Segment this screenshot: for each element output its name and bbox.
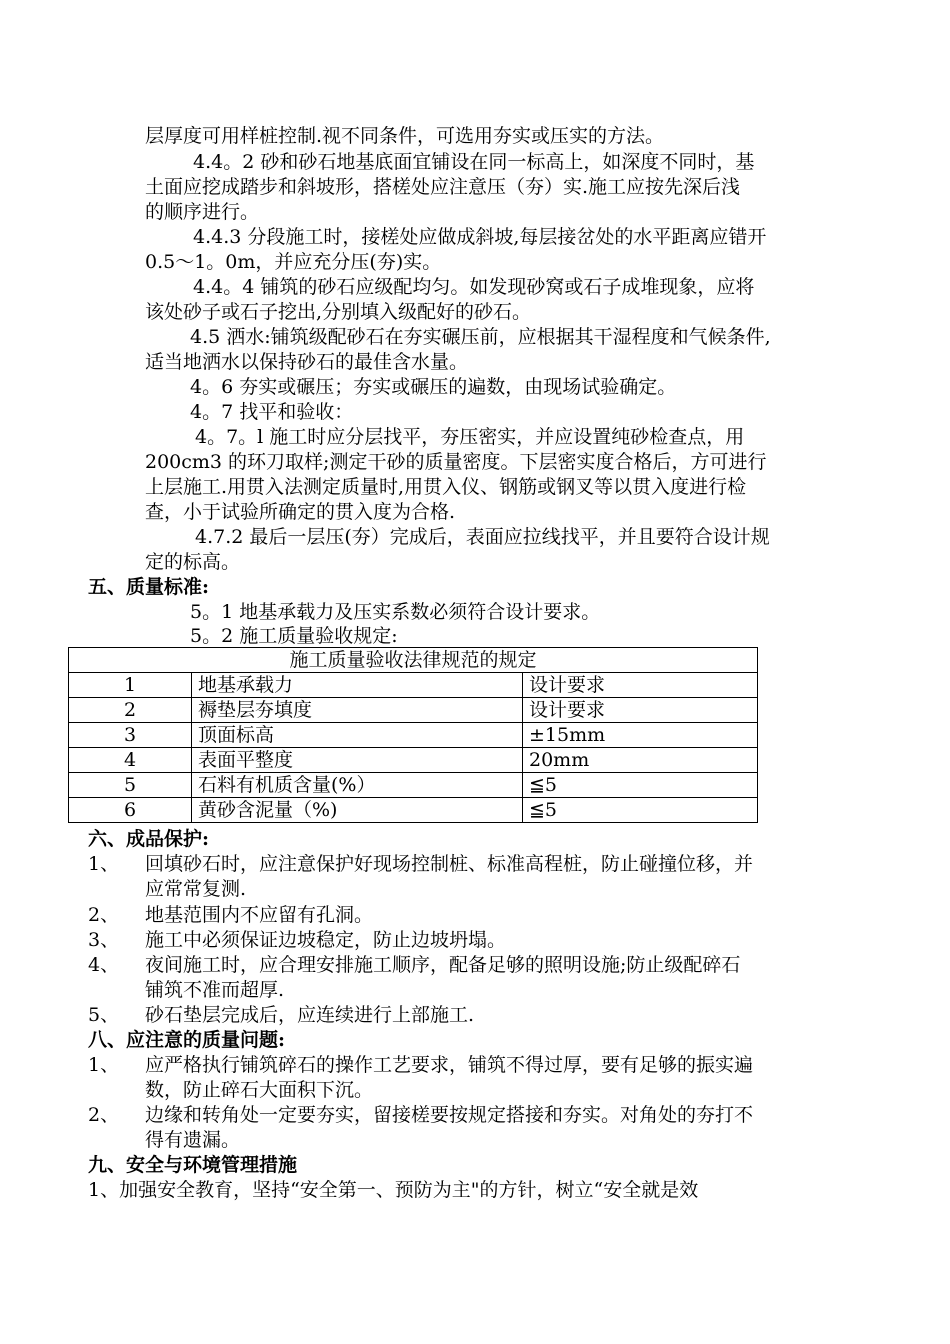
paragraph-line: 4。7。l 施工时应分层找平，夯压密实，并应设置纯砂检查点，用 [195,426,745,448]
paragraph-line: 的顺序进行。 [145,201,260,223]
table-cell-requirement: ≦5 [523,773,758,798]
list-item-line: 夜间施工时，应合理安排施工顺序，配备足够的照明设施;防止级配碎石 [145,954,741,976]
section-item: 5。1 地基承载力及压实系数必须符合设计要求。 [190,601,601,623]
table-cell-requirement: 设计要求 [523,698,758,723]
paragraph-line: 该处砂子或石子挖出,分别填入级配好的砂石。 [145,301,532,323]
table-cell-item: 顶面标高 [192,723,523,748]
table-cell-requirement: 设计要求 [523,673,758,698]
list-item-line: 砂石垫层完成后，应连续进行上部施工. [145,1004,475,1026]
section-heading: 九、安全与环境管理措施 [88,1154,298,1176]
paragraph-line: 4.4。2 砂和砂石地基底面宜铺设在同一标高上，如深度不同时，基 [193,151,755,173]
table-cell-index: 5 [69,773,192,798]
list-number: 1、 [88,1054,120,1076]
list-number: 1、 [88,853,120,875]
paragraph-line: 4。7 找平和验收： [190,401,354,423]
paragraph-line: 4.4.3 分段施工时，接槎处应做成斜坡,每层接岔处的水平距离应错开 [193,226,767,248]
quality-acceptance-table [68,647,758,823]
section-heading: 六、成品保护: [88,828,210,850]
table-row [69,748,758,773]
table-row [69,773,758,798]
paragraph-line: 4.4。4 铺筑的砂石应级配均匀。如发现砂窝或石子成堆现象，应将 [193,276,755,298]
section-heading: 五、质量标准: [88,576,210,598]
table-cell-item: 表面平整度 [192,748,523,773]
table-cell-item: 黄砂含泥量（%) [192,798,523,823]
list-number: 4、 [88,954,120,976]
list-number: 2、 [88,904,120,926]
list-number: 5、 [88,1004,120,1026]
list-item-line: 数，防止碎石大面积下沉。 [145,1079,374,1101]
list-number: 3、 [88,929,120,951]
list-number: 2、 [88,1104,120,1126]
paragraph-line: 适当地洒水以保持砂石的最佳含水量。 [145,351,469,373]
paragraph-line: 查，小于试验所确定的贯入度为合格. [145,501,456,523]
paragraph-line: 1、加强安全教育，坚持“安全第一、预防为主"的方针，树立“安全就是效 [88,1179,699,1201]
list-item-line: 铺筑不准而超厚. [145,979,285,1001]
table-row [69,673,758,698]
list-item-line: 回填砂石时，应注意保护好现场控制桩、标准高程桩，防止碰撞位移，并 [145,853,754,875]
paragraph-line: 200cm3 的环刀取样;测定干砂的质量密度。下层密实度合格后，方可进行 [145,451,767,473]
section-heading: 八、应注意的质量问题: [88,1029,286,1051]
table-row [69,723,758,748]
paragraph-line: 层厚度可用样桩控制.视不同条件，可选用夯实或压实的方法。 [145,125,665,147]
list-item-line: 应常常复测. [145,878,247,900]
section-item: 5。2 施工质量验收规定: [190,625,398,647]
table-cell-index: 3 [69,723,192,748]
table-cell-index: 6 [69,798,192,823]
table-cell-requirement: 20mm [523,748,758,773]
table-caption: 施工质量验收法律规范的规定 [69,648,758,673]
table-row [69,798,758,823]
paragraph-line: 土面应挖成踏步和斜坡形，搭槎处应注意压（夯）实.施工应按先深后浅 [145,176,741,198]
paragraph-line: 上层施工.用贯入法测定质量时,用贯入仪、钢筋或钢叉等以贯入度进行检 [145,476,747,498]
paragraph-line: 4。6 夯实或碾压；夯实或碾压的遍数，由现场试验确定。 [190,376,677,398]
list-item-line: 地基范围内不应留有孔洞。 [145,904,374,926]
paragraph-line: 4.5 洒水:铺筑级配砂石在夯实碾压前，应根据其干湿程度和气候条件, [190,326,771,348]
table-cell-index: 4 [69,748,192,773]
list-item-line: 得有遗漏。 [145,1129,241,1151]
table-cell-item: 地基承载力 [192,673,523,698]
table-cell-index: 2 [69,698,192,723]
paragraph-line: 0.5～1。0m，并应充分压(夯)实。 [145,251,442,273]
list-item-line: 应严格执行铺筑碎石的操作工艺要求，铺筑不得过厚，要有足够的振实遍 [145,1054,754,1076]
table-cell-requirement: ±15mm [523,723,758,748]
table-cell-requirement: ≦5 [523,798,758,823]
table-cell-index: 1 [69,673,192,698]
table-cell-item: 石料有机质含量(%） [192,773,523,798]
list-item-line: 边缘和转角处一定要夯实，留接槎要按规定搭接和夯实。对角处的夯打不 [145,1104,754,1126]
paragraph-line: 4.7.2 最后一层压(夯）完成后，表面应拉线找平，并且要符合设计规 [195,526,770,548]
table-row [69,698,758,723]
table-cell-item: 褥垫层夯填度 [192,698,523,723]
paragraph-line: 定的标高。 [145,551,241,573]
list-item-line: 施工中必须保证边坡稳定，防止边坡坍塌。 [145,929,507,951]
